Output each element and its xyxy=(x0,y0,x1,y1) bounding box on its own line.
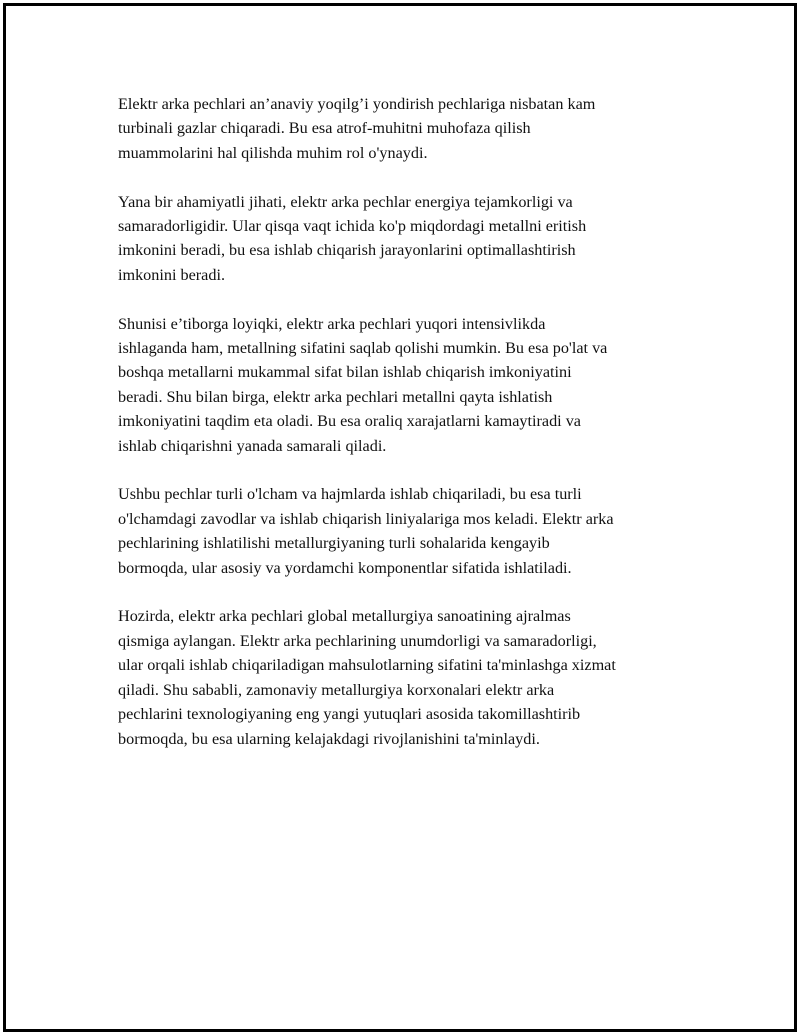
paragraph-4: Ushbu pechlar turli o'lcham va hajmlarda ishlab chiqariladi, bu esa turli o'lchamdagi zavodlar va ishlab chiqarish liniyalariga mos keladi. Elektr arka pechlarining ishlatilishi metallurgiyaning turli sohalarida kengayib bormoqda, ular asosiy va yordamchi komponentlar sifatida ishlatiladi. xyxy=(118,485,614,577)
paragraph-1: Elektr arka pechlari an’anaviy yoqilg’i yondirish pechlariga nisbatan kam turbinali gazlar chiqaradi. Bu esa atrof-muhitni muhofaza qilish muammolarini hal qilishda muhim rol o'ynaydi. xyxy=(118,95,596,162)
paragraph-2: Yana bir ahamiyatli jihati, elektr arka pechlar energiya tejamkorligi va samaradorligidir. Ular qisqa vaqt ichida ko'p miqdordagi metallni eritish imkonini beradi, bu esa ishlab chiqarish jarayonlarini optimallashtirish imkonini beradi. xyxy=(118,192,587,284)
paragraph-5: Hozirda, elektr arka pechlari global metallurgiya sanoatining ajralmas qismiga aylangan. Elektr arka pechlarining unumdorligi va samaradorligi, ular orqali ishlab chiqariladigan mahsulotlarning sifatini ta'minlashga xizmat qiladi. Shu sababli, zamonaviy metallurgiya korxonalari elektr arka pechlarini texnologiyaning eng yangi yutuqlari asosida takomillashtirib bormoqda, bu esa ularning kelajakdagi rivojlanishini ta'minlaydi. xyxy=(118,607,616,748)
paragraph-3: Shunisi e’tiborga loyiqki, elektr arka pechlari yuqori intensivlikda ishlaganda ham, metallning sifatini saqlab qolishi mumkin. Bu esa po'lat va boshqa metallarni mukammal sifat bilan ishlab chiqarish imkoniyatini beradi. Shu bilan birga, elektr arka pechlari metallni qayta ishlatish imkoniyatini taqdim eta oladi. Bu esa oraliq xarajatlarni kamaytiradi va ishlab chiqarishni yanada samarali qiladi. xyxy=(118,314,608,455)
document-body xyxy=(118,92,698,775)
